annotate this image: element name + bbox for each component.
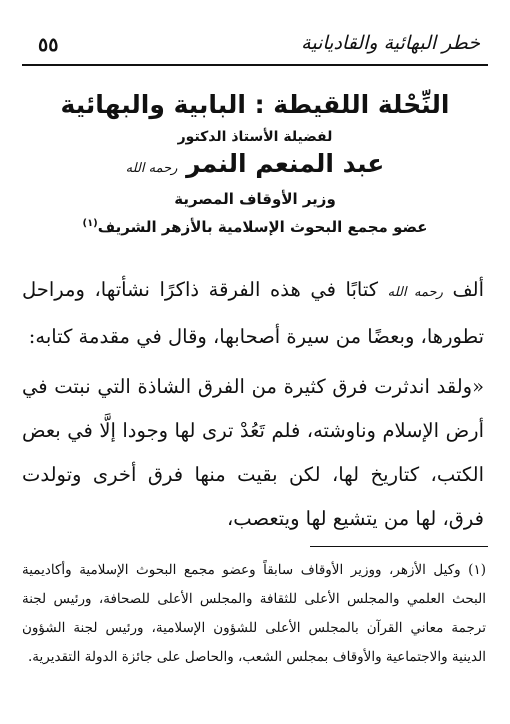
author-name-line [22, 148, 488, 185]
running-head [22, 30, 488, 66]
author-membership: عضو مجمع البحوث الإسلامية بالأزهر الشريف [97, 218, 428, 236]
intro-text: كتابًا في هذه الفرقة ذاكرًا نشأتها، ومراحل تطورها، وبعضًا من سيرة أصحابها، وقال في مقدمة كتابه: [22, 278, 484, 348]
article-heading [22, 88, 488, 240]
footnote [22, 556, 486, 672]
intro-first-word: ألف [452, 278, 485, 301]
footnote-text: (١) وكيل الأزهر، ووزير الأوقاف سابقاً وعضو مجمع البحوث الإسلامية وأكاديمية البحث العلمي والمجلس الأعلى للثقافة والمجلس الأعلى للصحافة، ورئيس لجنة ترجمة معاني القرآن بالمجلس الأعلى للشؤون الإسلامية، ورئيس لجنة الشؤون الدينية والاجتماعية والأوقاف بمجلس الشعب، والحاصل على جائزة الدولة التقديرية. [22, 562, 486, 665]
footnote-marker: (١) [82, 218, 98, 229]
duaa-phrase-inline: رحمه الله [387, 285, 443, 300]
body-text [22, 268, 484, 541]
footnote-divider [310, 546, 488, 547]
paragraph-intro [22, 268, 484, 359]
page-number: ٥٥ [38, 34, 59, 56]
author-name: عبد المنعم النمر [186, 149, 385, 178]
article-title: النِّحْلة اللقيطة : البابية والبهائية [60, 90, 450, 119]
paragraph-quote: «ولقد اندثرت فرق كثيرة من الفرق الشاذة التي نبتت في أرض الإسلام وناوشته، فلم تَعُدْ ترى لها وجودا إلَّا في بعض الكتب، كتاريخ لها، لكن بقيت منها فرق أخرى وتولدت فرق، لها من يتشيع لها ويتعصب، [22, 375, 484, 530]
running-title: خطر البهائية والقاديانية [301, 32, 480, 54]
duaa-phrase: رحمه الله [125, 161, 178, 176]
author-honorific: لفضيلة الأستاذ الدكتور [177, 129, 333, 145]
author-role: وزير الأوقاف المصرية [174, 190, 336, 208]
author-membership-line [22, 211, 488, 240]
